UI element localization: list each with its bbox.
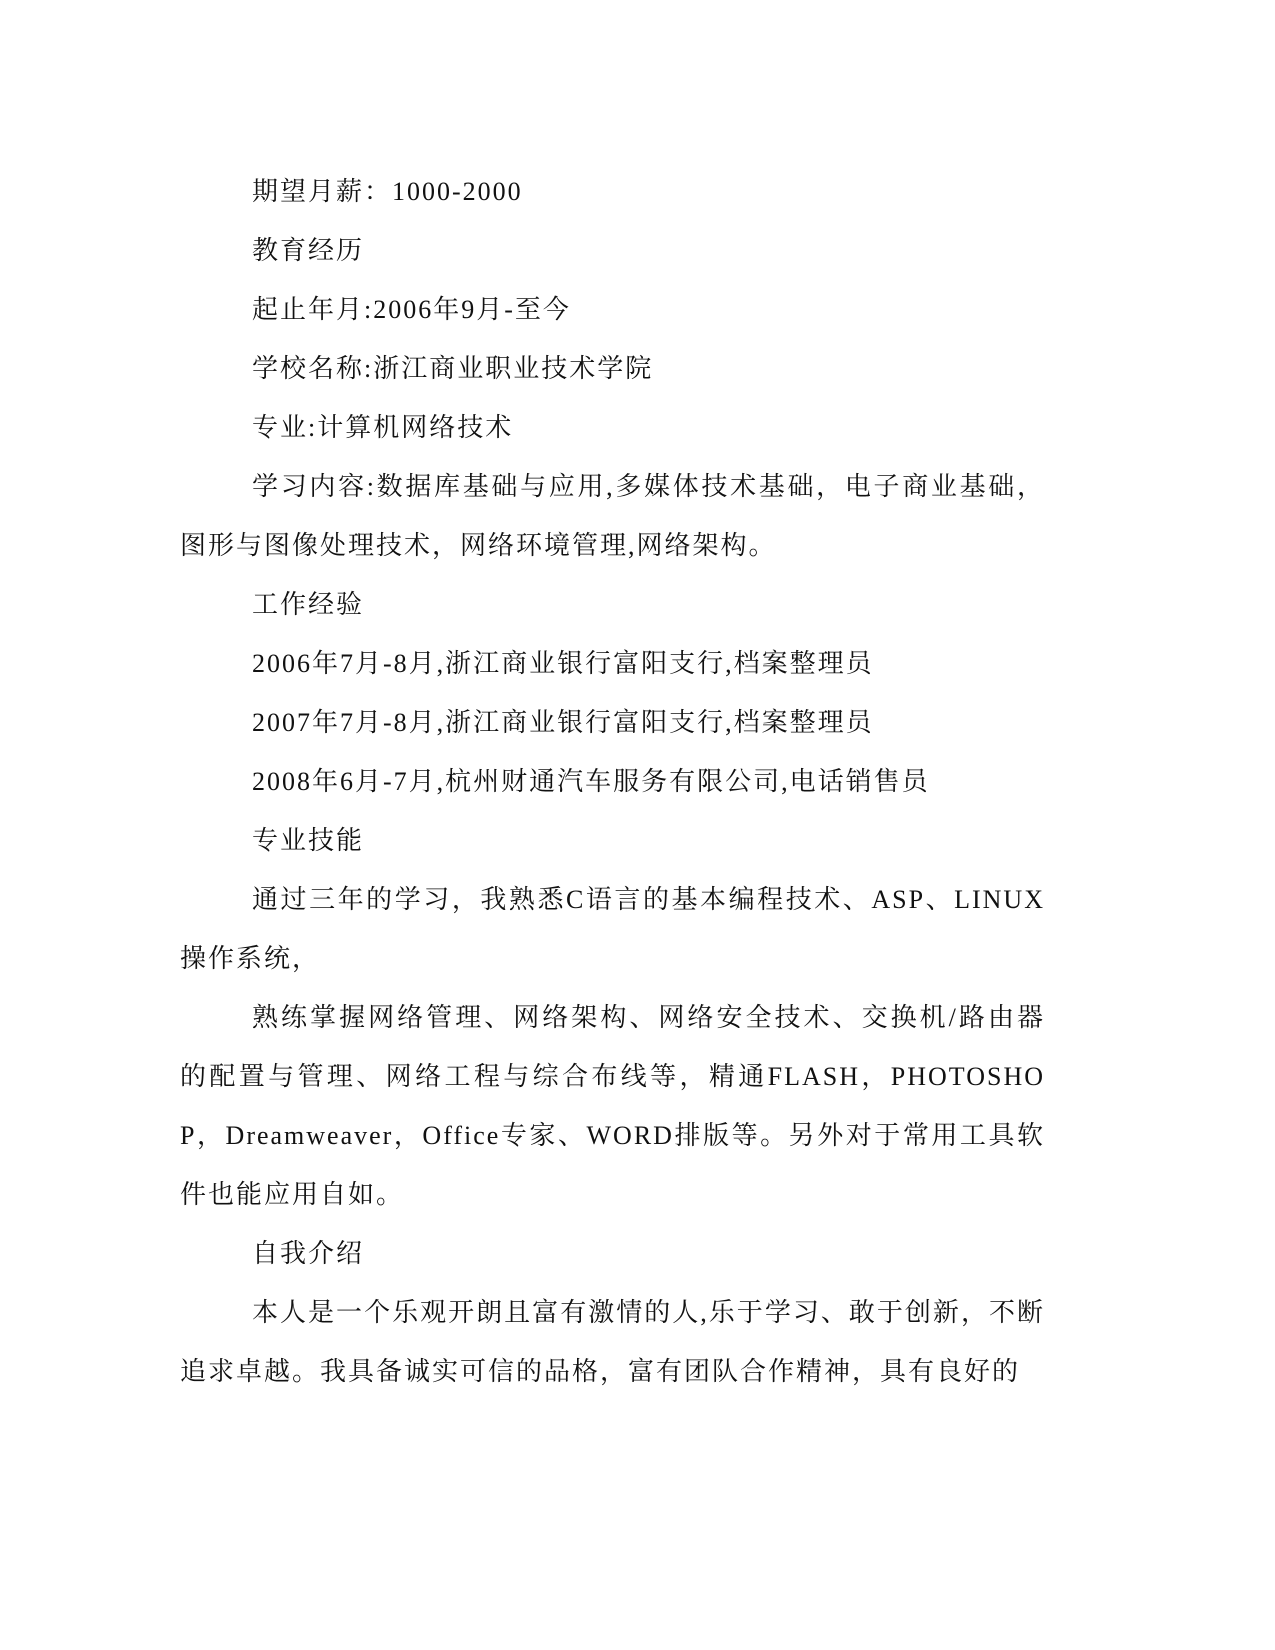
- study-period: 起止年月:2006年9月-至今: [252, 295, 571, 324]
- work-entry: 2006年7月-8月,浙江商业银行富阳支行,档案整理员: [252, 649, 874, 678]
- resume-body: [180, 162, 1045, 1401]
- school-name: 学校名称:浙江商业职业技术学院: [252, 354, 654, 383]
- work-entry: 2007年7月-8月,浙江商业银行富阳支行,档案整理员: [252, 708, 874, 737]
- self-intro-heading: 自我介绍: [252, 1239, 365, 1268]
- skills-paragraph: 通过三年的学习，我熟悉C语言的基本编程技术、ASP、LINUX操作系统，: [180, 885, 1045, 973]
- skills-heading: 专业技能: [252, 826, 365, 855]
- expected-salary: 期望月薪：1000-2000: [252, 177, 523, 206]
- major: 专业:计算机网络技术: [252, 413, 514, 442]
- work-experience-heading: 工作经验: [252, 590, 365, 619]
- self-intro-paragraph: 本人是一个乐观开朗且富有激情的人,乐于学习、敢于创新，不断追求卓越。我具备诚实可信的品格，富有团队合作精神，具有良好的: [180, 1298, 1045, 1386]
- study-content: 学习内容:数据库基础与应用,多媒体技术基础，电子商业基础，图形与图像处理技术，网络环境管理,网络架构。: [180, 472, 1045, 560]
- education-heading: 教育经历: [252, 236, 365, 265]
- skills-paragraph: 熟练掌握网络管理、网络架构、网络安全技术、交换机/路由器的配置与管理、网络工程与综合布线等，精通FLASH，PHOTOSHOP，Dreamweaver，Office专家、WORD排版等。另外对于常用工具软件也能应用自如。: [180, 1003, 1045, 1209]
- work-entry: 2008年6月-7月,杭州财通汽车服务有限公司,电话销售员: [252, 767, 930, 796]
